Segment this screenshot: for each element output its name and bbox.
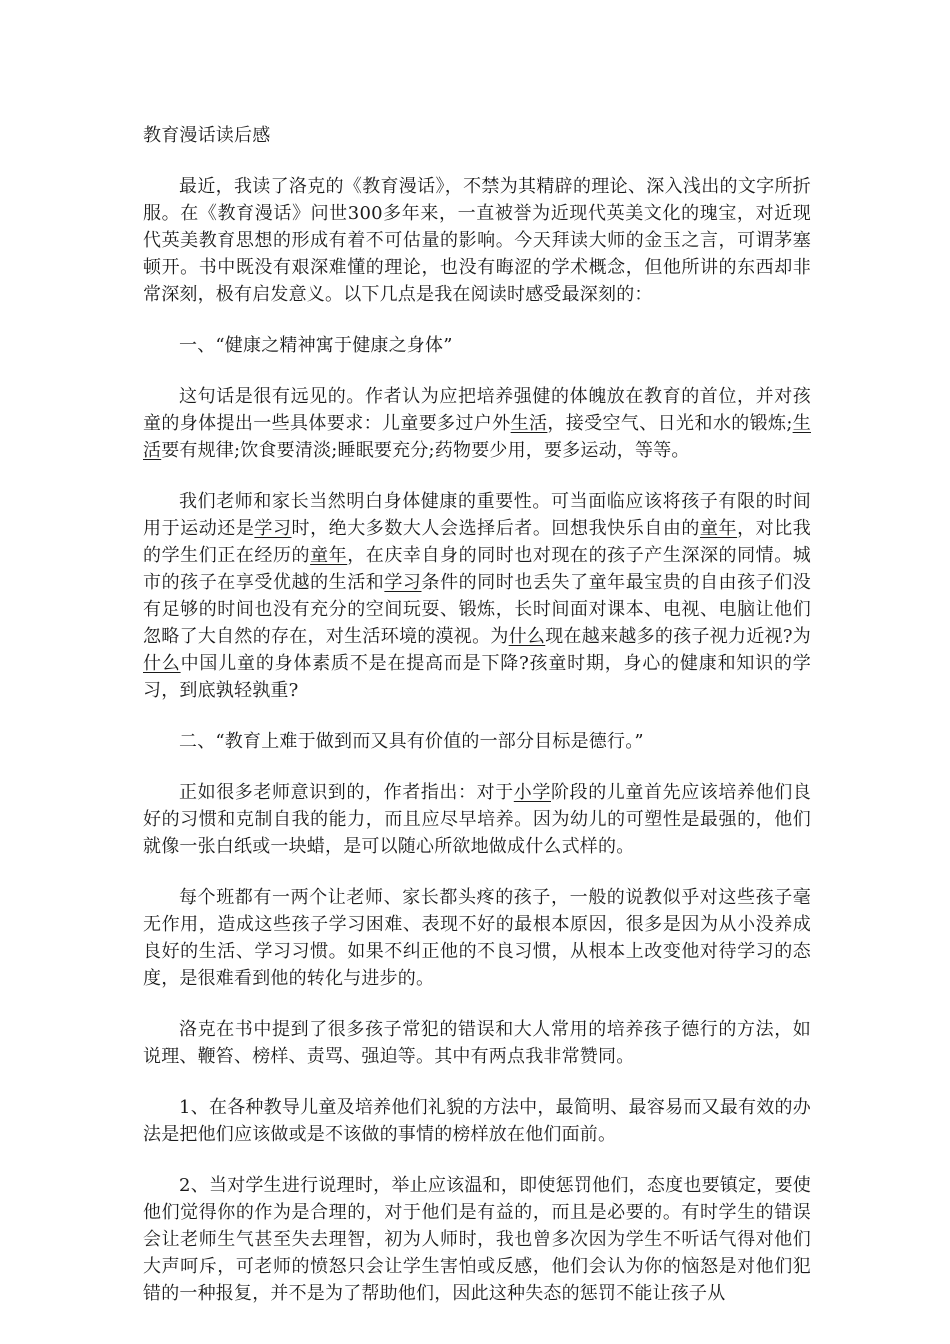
paragraph-text: 二、“教育上难于做到而又具有价值的一部分目标是德行。” bbox=[179, 731, 644, 752]
inline-link[interactable]: 什么 bbox=[508, 626, 546, 647]
paragraph-text: 条件的同时也丢失了童年最宝贵的自由孩子们没有足够的时间也没有充分的空间玩耍、锻炼，长时间面对课本、电视、电脑让他们忽略了大自然的存在，对生活环境的漠视。为 bbox=[143, 572, 812, 647]
paragraph bbox=[143, 728, 811, 755]
paragraph-text: 正如很多老师意识到的，作者指出：对于 bbox=[179, 782, 514, 803]
paragraph-text: 要有规律;饮食要清淡;睡眠要充分;药物要少用，要多运动，等等。 bbox=[161, 440, 690, 461]
document-title: 教育漫话读后感 bbox=[143, 125, 271, 146]
paragraph-text: ，在庆幸自身的同时也对现在的孩子产生深深的同情。城市的孩子在享受优越的生活和 bbox=[143, 545, 811, 593]
paragraph-text: 2、当对学生进行说理时，举止应该温和，即使惩罚他们，态度也要镇定，要使他们觉得你的作为是合理的，对于他们是有益的，而且是必要的。有时学生的错误会让老师生气甚至失去理智，初为人师时，我也曾多次因为学生不听话气得对他们大声呵斥，可老师的愤怒只会让学生害怕或反感，他们会认为你的恼怒是对他们犯错的一种报复，并不是为了帮助他们，因此这种失态的惩罚不能让孩子从 bbox=[143, 1175, 811, 1304]
paragraph bbox=[143, 1172, 811, 1307]
paragraph-text: 这句话是很有远见的。作者认为应把培养强健的体魄放在教育的首位，并对孩童的身体提出一些具体要求：儿童要多过户外 bbox=[143, 386, 811, 434]
paragraph-text: 时，绝大多数大人会选择后者。回想我快乐自由的 bbox=[291, 518, 700, 539]
inline-link[interactable]: 小学 bbox=[513, 782, 551, 803]
paragraph-text: 洛克在书中提到了很多孩子常犯的错误和大人常用的培养孩子德行的方法，如说理、鞭笞、榜样、责骂、强迫等。其中有两点我非常赞同。 bbox=[143, 1019, 811, 1067]
paragraph bbox=[143, 383, 811, 464]
paragraph-list bbox=[143, 173, 811, 1307]
paragraph bbox=[143, 884, 811, 992]
inline-link[interactable]: 什么 bbox=[143, 653, 181, 674]
inline-link[interactable]: 学习 bbox=[254, 518, 292, 539]
paragraph-text: 现在越来越多的孩子视力近视?为 bbox=[545, 626, 812, 647]
paragraph bbox=[143, 332, 811, 359]
inline-link[interactable]: 生活 bbox=[510, 413, 548, 434]
paragraph bbox=[143, 779, 811, 860]
paragraph-text: 每个班都有一两个让老师、家长都头疼的孩子，一般的说教似乎对这些孩子毫无作用，造成这些孩子学习困难、表现不好的最根本原因，很多是因为从小没养成良好的生活、学习习惯。如果不纠正他的不良习惯，从根本上改变他对待学习的态度，是很难看到他的转化与进步的。 bbox=[143, 887, 811, 989]
paragraph bbox=[143, 1094, 811, 1148]
document-body bbox=[143, 122, 811, 1331]
paragraph-text: 最近，我读了洛克的《教育漫话》，不禁为其精辟的理论、深入浅出的文字所折服。在《教育漫话》问世300多年来，一直被誉为近现代英美文化的瑰宝，对近现代英美教育思想的形成有着不可估量的影响。今天拜读大师的金玉之言，可谓茅塞顿开。书中既没有艰深难懂的理论，也没有晦涩的学术概念，但他所讲的东西却非常深刻，极有启发意义。以下几点是我在阅读时感受最深刻的： bbox=[143, 176, 811, 305]
paragraph-text: 中国儿童的身体素质不是在提高而是下降?孩童时期，身心的健康和知识的学习，到底孰轻孰重? bbox=[143, 653, 811, 701]
paragraph-text: 我们老师和家长当然明白身体健康的重要性。可当面临应该将孩子有限的时间用于运动还是 bbox=[143, 491, 811, 539]
paragraph-text: ，对比我的学生们正在经历的 bbox=[143, 518, 811, 566]
paragraph-text: ，接受空气、日光和水的锻炼; bbox=[547, 413, 793, 434]
paragraph-text: 阶段的儿童首先应该培养他们良好的习惯和克制自我的能力，而且应尽早培养。因为幼儿的可塑性是最强的，他们就像一张白纸或一块蜡，是可以随心所欲地做成什么式样的。 bbox=[143, 782, 811, 857]
paragraph bbox=[143, 1016, 811, 1070]
paragraph bbox=[143, 488, 811, 704]
inline-link[interactable]: 生活 bbox=[143, 413, 811, 461]
paragraph-text: 1、在各种教导儿童及培养他们礼貌的方法中，最简明、最容易而又最有效的办法是把他们应该做或是不该做的事情的榜样放在他们面前。 bbox=[143, 1097, 811, 1145]
inline-link[interactable]: 童年 bbox=[310, 545, 348, 566]
inline-link[interactable]: 童年 bbox=[699, 518, 738, 539]
paragraph bbox=[143, 173, 811, 308]
paragraph-text: 一、“健康之精神寓于健康之身体” bbox=[179, 335, 453, 356]
inline-link[interactable]: 学习 bbox=[384, 572, 422, 593]
